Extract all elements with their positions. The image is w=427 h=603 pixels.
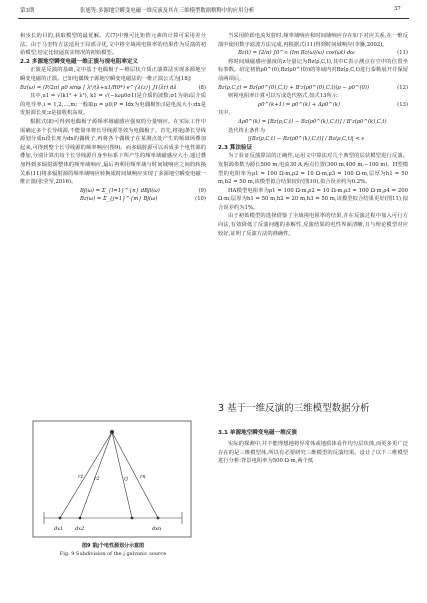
paragraph: 当采用阶跃电流发射时,频率域响应和时间域响应存在如下对应关系,在一维反演中使用数字滤波方法完成,再根据式(11)得到时间域响应(李貅,2002)。 [218,33,408,48]
running-title: 张旭等:多源地空瞬变电磁一维反演及其在三维模型数据解释中的应用分析 [80,8,255,14]
equation-11: Bz(t) = (2/π) ∫0^∞ (Im Bz(ω)/ω) cos(ωt) dω (11) [238,50,408,57]
paragraph: 其中,u1 = √(k1² + λ²), k1 = √(−iωμ0σ1)是介质的波数;σ1为第i层介质的电导率,i = 1,2,…,m;一般取μ = μ0;P = Idx为电偶极矩;I是电流大小;dx是发射源长度;z是接收机高度。 [20,93,206,117]
label-rj: rj [124,476,128,482]
paragraph: 由于初始模型的选择借鉴了全域视电阻率的结果,并在反演过程中加入可行方向法,有效降低了反演问题的多解性,反演结果的电性界面清晰,且与理论模型对应较好,证明了反演方法的准确性。 [218,213,408,237]
paragraph: 正演是反演的基础,文中基于电偶极子—维层状介质正演算法实现多源地空瞬变电磁的正演。已知电偶极子源地空瞬变电磁法的一维正演公式为[18]: [20,67,206,82]
equation-14: Δρ0^(k) = [Bz(ρ,C,t) − Bz(ρ0^(k),C,t)] / B'z(ρ0^(k),C,t) [238,118,387,125]
equation-10: Bz(ω) = Σ_{j=1}^{m} Bj(ω) (10) [80,196,206,203]
paragraph: 其中, [218,110,231,117]
paragraph: 迭代终止条件为 [228,127,266,134]
section-heading: 2.2 多源地空瞬变电磁一维正演与视电阻率定义 [20,58,139,65]
label-dx2: dx2 [75,526,85,532]
left-column [20,32,206,204]
page-number: 37 [394,6,401,12]
label-dx1: dx1 [54,526,64,532]
paragraph: 根据式(8)可得到电偶极子源频率域磁感应强度的分量响应。在实际工作中需确定多个长导线源,不能简单将长导线源等效为电偶极子。首先,将第j条长导线源划分成n段长度为dx的偶极子,再将各个偶极子在某测点处产生的频域场叠加起来,可得到整个长导线源的频率响应(图9)。而多辐射源可以看成多个电性源的叠加,分别计算出每个长导线源自身坐标系下所产生的频率域磁感应大小,通过叠加得到多辐射源整体的频率域响应,最后再利用频率域与时间域响应之间的转换关系(11)将多辐射源的频率域响应转换成时间域响应实现了多源地空瞬变电磁一维正演(张莹莹,2016)。 [20,118,206,186]
subsection-heading: 3.1 单源地空瞬变电磁一维反演 [218,430,297,436]
equation-8: Bz(ω) = (P/2π) μ0 sinφ ∫ λ²/(λ+u1/R0*) e^{λ(z)} J1(λr) dλ (8) [20,84,206,91]
paragraph: HA模型电阻率为ρ1 = 100 Ω·m,ρ2 = 10 Ω·m,ρ3 = 100 Ω·m,ρ4 = 200 Ω·m;层厚为h1 = 50 m,h2 = 20 m,h3 = 50 m,该模型拟合结果更好(图11),拟合误差约为1%。 [218,187,408,211]
header-rule [18,18,409,19]
figure-caption-cn: 图9 第j个电性源划分示意图 [82,543,144,549]
section-heading: 2.3 算法验证 [218,144,253,151]
equation-15: |[Bz(ρ,C,t) − Bz(ρ0^(k),C,t)] / Bz(ρ,C,t)| < ε [248,136,365,143]
paragraph: 为了验证反演算法的正确性,运用文中算法对几个典型的层状模型进行反演。发射源参数为源长500 m,电流30 A,两点位置(300 m,400 m,−100 m)。H型模型的电阻率为ρ1 = 100 Ω·m,ρ2 = 10 Ω·m,ρ3 = 100 Ω·m,层厚为h1 = 50 m,h2 = 50 m,该模型拟合结果较好(图10),拟合误差约为0.2%。 [218,153,408,186]
figure-9-diagram [32,420,192,538]
label-r1: r1 [78,474,84,480]
equation-9: Bj(ω) = Σ_{l=1}^{n} dBjl(ω) (9) [80,187,206,194]
label-dxn: dxn [152,526,162,532]
paragraph: 则视电阻率计算可以写成迭代格式,如式13所示: [228,93,339,100]
label-rn: rn [140,474,146,480]
right-column [218,32,408,397]
paragraph: 和步长的目的,获取模型的最优解。式(7)中雅可比矩阵元素的计算可采用差分法。由于马奎特方法适用于局部寻优,文中将全域视电阻率的结果作为反演的初始模型,给定比较逼真实情况的初始模型。 [20,33,206,57]
paragraph: 实际的探测中,并不能理想地将异常体或地质体看作均匀层状体,而更多更广泛存在的是三维模型体,所以有必要研究三维模型的反演结果。设计了以下三维模型进行分析:背景电阻率为500 Ω·m,两个低 [218,441,408,465]
equation-13: ρ0^(k+1) = ρ0^(k) + Δρ0^(k) (13) [258,101,408,108]
right-bottom-text [218,440,408,466]
label-r2: r2 [94,476,100,482]
figure-caption-en: Fig. 9 Subdivision of the j galvanic source [59,551,167,557]
issue-number: 第3期 [20,8,35,14]
paragraph: 将时间域磁感应强度的z分量记为Bz(ρ,C,t),其中C表示测点在空中的位置坐标参数。给定初值ρ0^(0),Bz(ρ0^(0))的等域内对Bz(ρ,C,t)进行泰勒展开并保留前两项后, [218,58,408,82]
equation-12: Bz(ρ,C,t) = Bz(ρ0^(0),C,t) + B'z(ρ0^(0),C,t)(ρ − ρ0^(0)) (12) [218,84,408,91]
major-section-heading: 3 基于一维反演的三维模型数据分析 [218,403,370,414]
